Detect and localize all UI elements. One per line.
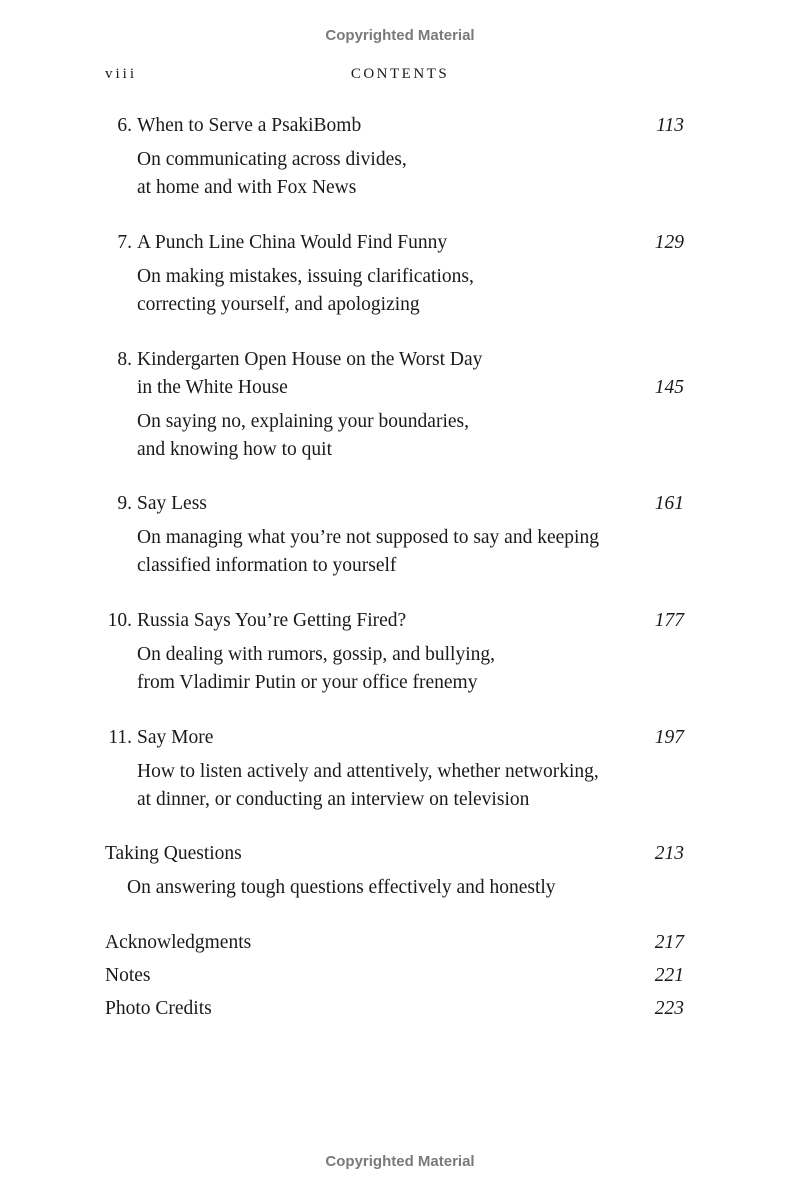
page-number: 217 — [654, 932, 684, 953]
chapter-title: When to Serve a PsakiBomb — [137, 115, 362, 136]
page-number: 129 — [654, 232, 684, 253]
chapter-title: Say More — [137, 727, 214, 748]
chapter-title: Russia Says You’re Getting Fired? — [137, 610, 407, 631]
chapter-description: On dealing with rumors, gossip, and bullying, — [137, 644, 496, 665]
section-title: Acknowledgments — [105, 932, 252, 953]
chapter-number: 6. — [117, 115, 132, 136]
chapter-description: at home and with Fox News — [137, 177, 357, 198]
chapter-description: On saying no, explaining your boundaries, — [137, 411, 469, 432]
page-number: 145 — [654, 377, 684, 398]
chapter-number: 8. — [117, 349, 132, 370]
chapter-description: On communicating across divides, — [137, 149, 407, 170]
page-number: 113 — [656, 115, 684, 136]
page-number: 213 — [654, 843, 684, 864]
chapter-description: classified information to yourself — [137, 555, 397, 576]
running-head: CONTENTS — [350, 66, 450, 82]
section-title: Photo Credits — [105, 998, 212, 1019]
chapter-description: from Vladimir Putin or your office frenemy — [137, 672, 478, 693]
chapter-description: and knowing how to quit — [137, 439, 332, 460]
chapter-number: 10. — [107, 610, 132, 631]
page-number: 177 — [654, 610, 684, 631]
section-title: Notes — [105, 965, 151, 986]
copyright-watermark-top: Copyrighted Material — [325, 27, 475, 44]
section-title: Taking Questions — [105, 843, 242, 864]
chapter-description: On making mistakes, issuing clarifications, — [137, 266, 474, 287]
copyright-watermark-bottom: Copyrighted Material — [325, 1153, 475, 1170]
chapter-title: Say Less — [137, 493, 207, 514]
section-description: On answering tough questions effectively and honestly — [127, 877, 556, 898]
page-number: 161 — [654, 493, 684, 514]
chapter-title: Kindergarten Open House on the Worst Day — [137, 349, 483, 370]
chapter-number: 7. — [117, 232, 132, 253]
page-number: 223 — [654, 998, 684, 1019]
chapter-title: A Punch Line China Would Find Funny — [137, 232, 448, 253]
chapter-number: 11. — [108, 727, 132, 748]
chapter-number: 9. — [117, 493, 132, 514]
chapter-title-continued: in the White House — [137, 377, 288, 398]
page-number: 197 — [654, 727, 684, 748]
chapter-description: correcting yourself, and apologizing — [137, 294, 420, 315]
page-folio: viii — [105, 66, 138, 82]
chapter-description: How to listen actively and attentively, whether networking, — [137, 761, 599, 782]
chapter-description: On managing what you’re not supposed to say and keeping — [137, 527, 599, 548]
page-number: 221 — [654, 965, 684, 986]
chapter-description: at dinner, or conducting an interview on television — [137, 789, 530, 810]
